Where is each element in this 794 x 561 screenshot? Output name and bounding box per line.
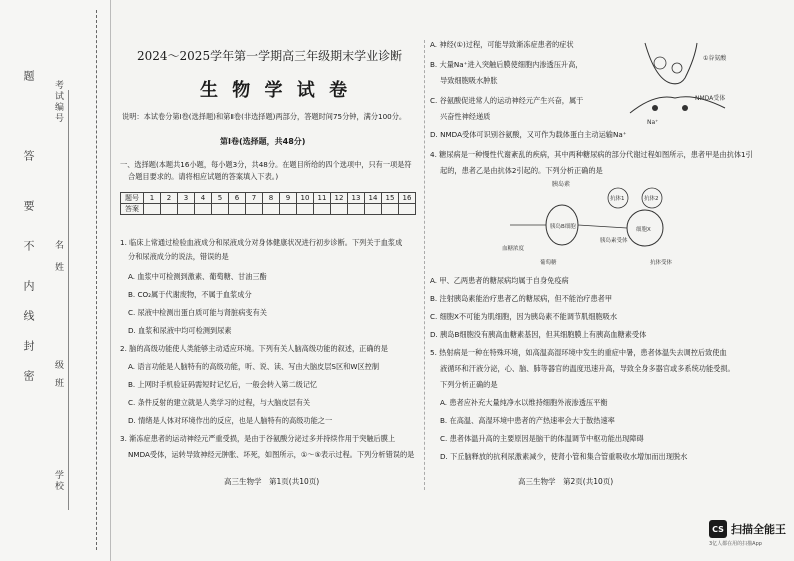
question-3-cont: NMDA受体，运转导致神经元肿胀、坏死，如图所示，①～⑤表示过程。下列分析错误的是	[128, 450, 415, 459]
question-number: 14	[365, 193, 382, 204]
question-5-cont: 液循环和汗液分泌，心、脑、肺等器官的温度迅速升高，导致全身多器官或多系统功能受损。	[440, 364, 735, 373]
question-number: 16	[399, 193, 416, 204]
option-4d: D. 胰岛B细胞没有胰高血糖素基因，但其细胞膜上有胰高血糖素受体	[430, 330, 647, 339]
answer-cell[interactable]	[246, 204, 263, 215]
question-number: 8	[263, 193, 280, 204]
option-3d: D. NMDA受体可识别谷氨酸，又可作为载体蛋白主动运输Na⁺	[430, 130, 627, 139]
option-3b-cont: 导致细胞吸水肿胀	[440, 76, 498, 85]
question-5: 5. 热射病是一种在特殊环境，如高温高湿环境中发生的重症中暑，患者体温失去调控后致使血	[430, 348, 727, 357]
table-header-label: 题号	[121, 193, 144, 204]
answer-cell[interactable]	[314, 204, 331, 215]
question-number: 1	[144, 193, 161, 204]
answer-cell[interactable]	[348, 204, 365, 215]
watermark-subtitle: 3亿人都在用的扫描App	[709, 541, 762, 547]
watermark-brand: 扫描全能王	[731, 523, 786, 536]
answer-cell[interactable]	[399, 204, 416, 215]
binding-margin	[0, 0, 111, 561]
diagram-label: NMDA受体	[695, 95, 726, 102]
question-number: 13	[348, 193, 365, 204]
question-number: 11	[314, 193, 331, 204]
option-3c-cont: 兴奋性神经递质	[440, 112, 491, 121]
answer-cell[interactable]	[212, 204, 229, 215]
binding-char: 不	[22, 240, 35, 253]
write-line	[68, 90, 69, 510]
question-1-cont: 分和尿液成分的说法，错误的是	[128, 252, 229, 261]
question-number: 4	[195, 193, 212, 204]
page-2	[430, 0, 753, 561]
fig-legend: 抗体受体	[650, 260, 673, 266]
answer-cell[interactable]	[263, 204, 280, 215]
binding-char: 内	[22, 280, 35, 293]
answer-cell[interactable]	[382, 204, 399, 215]
question-5-cont2: 下列分析正确的是	[440, 380, 498, 389]
question-number: 7	[246, 193, 263, 204]
answer-cell[interactable]	[178, 204, 195, 215]
option-5d: D. 下丘脑释放的抗利尿激素减少，使肾小管和集合管重吸收水增加而出现脱水	[440, 452, 688, 461]
question-3: 3. 渐冻症患者的运动神经元严重受损，是由于谷氨酸分泌过多并持续作用于突触后膜上	[120, 434, 396, 443]
scanner-watermark	[709, 520, 786, 547]
class-label: 级	[53, 360, 63, 371]
class-label: 班	[53, 378, 63, 389]
fig-label-antibody1: 抗体1	[610, 196, 625, 202]
question-number: 9	[280, 193, 297, 204]
option-1c: C. 尿液中检测出蛋白质可能与肾脏病变有关	[128, 308, 267, 317]
option-3c: C. 谷氨酸促进常人的运动神经元产生兴奋，属于	[430, 96, 584, 105]
exam-title: 2024～2025学年第一学期高三年级期末学业诊断	[137, 49, 403, 63]
option-5c: C. 患者体温升高的主要原因是脑干的体温调节中枢功能出现障碍	[440, 434, 644, 443]
option-3b: B. 大量Na⁺进入突触后膜使细胞内渗透压升高，	[430, 60, 583, 69]
question-number: 10	[297, 193, 314, 204]
question-1: 1. 临床上常通过检验血液成分和尿液成分对身体健康状况进行初步诊断。下列关于血浆成	[120, 238, 403, 247]
page-1-footer: 高三生物学 第1页(共10页)	[224, 477, 320, 486]
option-2d: D. 情绪是人体对环境作出的反应，也是人脑特有的高级功能之一	[128, 416, 333, 425]
question-number: 12	[331, 193, 348, 204]
instructions: 说明：本试卷分第Ⅰ卷(选择题)和第Ⅱ卷(非选择题)两部分，答题时间75分钟，满分100分。	[122, 112, 407, 121]
diabetes-figure	[500, 180, 700, 272]
question-number: 6	[229, 193, 246, 204]
question-4-cont: 起的，患者乙是由抗体2引起的。下列分析正确的是	[440, 166, 603, 175]
fig-label-cell-x: 细胞X	[636, 227, 651, 233]
answer-cell[interactable]	[297, 204, 314, 215]
page-2-footer: 高三生物学 第2页(共10页)	[518, 477, 614, 486]
binding-char: 密	[22, 370, 35, 383]
fig-label-glucose-level: 血糖浓度	[502, 246, 525, 252]
option-1d: D. 血浆和尿液中均可检测到尿素	[128, 326, 232, 335]
option-2a: A. 语言功能是人脑特有的高级功能，听、说、读、写由大脑皮层S区和W区控制	[128, 362, 380, 371]
section-heading: 第Ⅰ卷(选择题，共48分)	[220, 137, 306, 146]
part1-intro: 一、选择题(本题共16小题，每小题3分，共48分。在题目所给的四个选项中，只有一项是符	[120, 160, 412, 169]
binding-char: 要	[22, 200, 35, 213]
option-4b: B. 注射胰岛素能治疗患者乙的糖尿病，但不能治疗患者甲	[430, 294, 613, 303]
answer-cell[interactable]	[195, 204, 212, 215]
option-4a: A. 甲、乙两患者的糖尿病均属于自身免疫病	[430, 276, 569, 285]
answer-cell[interactable]	[144, 204, 161, 215]
question-4: 4. 糖尿病是一种慢性代谢紊乱的疾病，其中两种糖尿病的部分代谢过程如图所示，患者甲是由抗体1引	[430, 150, 753, 159]
option-2c: C. 条件反射的建立就是人类学习的过程，与大脑皮层有关	[128, 398, 311, 407]
question-number: 2	[161, 193, 178, 204]
name-label: 名	[53, 240, 63, 251]
answer-cell[interactable]	[365, 204, 382, 215]
fig-label-beta-cell: 胰岛B细胞	[550, 224, 576, 230]
table-answer-label: 答案	[121, 204, 144, 215]
binding-char: 线	[22, 310, 35, 323]
option-3a: A. 神经(①)过程，可能导致渐冻症患者的症状	[430, 40, 574, 49]
fig-label-receptor: 胰岛素受体	[600, 238, 628, 244]
option-4c: C. 细胞X不可能为肌细胞，因为胰岛素不能调节肌细胞吸水	[430, 312, 618, 321]
diagram-label: Na⁺	[647, 119, 659, 126]
diagram-label: ①谷氨酸	[703, 55, 727, 62]
name-label: 姓	[53, 262, 63, 273]
binding-char: 题	[22, 70, 35, 83]
part1-intro-cont: 合题目要求的。请将相应试题的答案填入下表。)	[128, 172, 279, 181]
option-5b: B. 在高温、高湿环境中患者的产热速率会大于散热速率	[440, 416, 615, 425]
fig-label-glucose: 葡萄糖	[540, 260, 557, 266]
cs-logo-icon: CS	[709, 520, 727, 538]
subject-title: 生 物 学 试 卷	[200, 80, 352, 101]
question-number: 3	[178, 193, 195, 204]
answer-cell[interactable]	[331, 204, 348, 215]
answer-table	[120, 192, 416, 215]
option-1a: A. 血浆中可检测到激素、葡萄糖、甘油三酯	[128, 272, 267, 281]
synapse-diagram	[625, 38, 740, 128]
exam-number-label: 考试编号	[53, 80, 63, 124]
fig-label-insulin: 胰岛素	[552, 181, 571, 188]
binding-char: 封	[22, 340, 35, 353]
page-1	[112, 0, 424, 561]
fig-label-antibody2: 抗体2	[644, 196, 659, 202]
question-number: 5	[212, 193, 229, 204]
question-number: 15	[382, 193, 399, 204]
school-label: 学校	[53, 470, 63, 492]
answer-cell[interactable]	[161, 204, 178, 215]
answer-cell[interactable]	[229, 204, 246, 215]
binding-char: 答	[22, 150, 35, 163]
cut-line	[96, 10, 97, 550]
option-5a: A. 患者应补充大量纯净水以维持细胞外液渗透压平衡	[440, 398, 608, 407]
option-1b: B. CO₂属于代谢废物，不属于血浆成分	[128, 290, 252, 299]
question-2: 2. 脑的高级功能使人类能够主动适应环境。下列有关人脑高级功能的叙述，正确的是	[120, 344, 388, 353]
answer-cell[interactable]	[280, 204, 297, 215]
option-2b: B. 上网时手机验证码需短时记忆后，一般会转入第二级记忆	[128, 380, 318, 389]
page-divider	[424, 40, 425, 490]
